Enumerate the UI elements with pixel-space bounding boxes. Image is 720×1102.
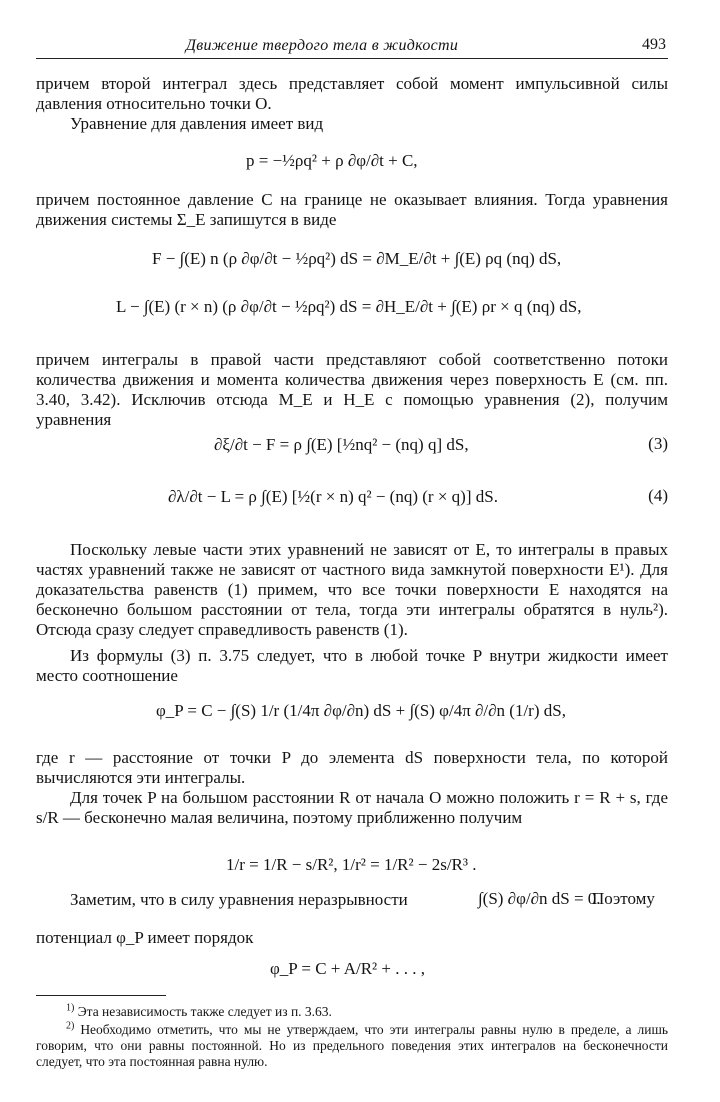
equation-3-number: (3) [648,434,668,453]
paragraph-4: причем интегралы в правой части представляют собой соответственно потоки количества движения и момента количества движения через поверхность E (см. пп. 3.40, 3.42). Исключив отсюда M_E и H_E с помощью уравнения (2), получим уравнения [36,350,668,429]
equation-3: ∂ξ/∂t − F = ρ ∫(E) [½nq² − (nq) q] dS, [214,435,469,454]
equation-order: φ_P = C + A/R² + . . . , [270,959,425,978]
footnote-2-text: Необходимо отметить, что мы не утверждаем, что эти интегралы равны нулю в пределе, а лишь говорим, что они равны постоянной. Но из предельного поведения этих интегралов на бесконечности следует, что эта постоянная равна нулю. [36,1022,668,1069]
paragraph-6: Из формулы (3) п. 3.75 следует, что в любой точке P внутри жидкости имеет место соотношение [36,646,668,685]
page-header [36,36,668,59]
footnote-1 [36,1004,668,1020]
paragraph-9: Заметим, что в силу уравнения неразрывности [70,890,408,909]
equation-continuity: ∫(S) ∂φ/∂n dS = 0. [478,889,601,908]
footnote-2-mark: 2) [66,1020,75,1032]
paragraph-1: причем второй интеграл здесь представляет собой момент импульсивной силы давления относительно точки O. [36,74,668,113]
paragraph-9-tail: Поэтому [592,889,655,908]
page-number: 493 [642,36,666,53]
equation-4-number: (4) [648,486,668,505]
equation-phi-p: φ_P = C − ∫(S) 1/r (1/4π ∂φ/∂n) dS + ∫(S) φ/4π ∂/∂n (1/r) dS, [156,701,566,720]
paragraph-8: Для точек P на большом расстоянии R от начала O можно положить r = R + s, где s/R — бесконечно малая величина, поэтому приближенно получим [36,788,668,827]
footnote-1-text: Эта независимость также следует из п. 3.63. [77,1004,332,1019]
footnote-1-mark: 1) [66,1002,75,1014]
paragraph-5: Поскольку левые части этих уравнений не зависят от E, то интегралы в правых частях уравнений также не зависят от частного вида замкнутой поверхности E¹). Для доказательства равенств (1) примем, что все точки поверхности E находятся на бесконечно большом расстоянии от тела, тогда эти интегралы обратятся в нуль²). Отсюда сразу следует справедливость равенств (1). [36,540,668,639]
equation-4: ∂λ/∂t − L = ρ ∫(E) [½(r × n) q² − (nq) (r × q)] dS. [168,487,498,506]
paragraph-2: Уравнение для давления имеет вид [70,114,324,133]
equation-force: F − ∫(E) n (ρ ∂φ/∂t − ½ρq²) dS = ∂M_E/∂t + ∫(E) ρq (nq) dS, [152,249,562,268]
equation-pressure: p = −½ρq² + ρ ∂φ/∂t + C, [246,151,418,170]
running-title: Движение твердого тела в жидкости [185,37,459,54]
paragraph-7: где r — расстояние от точки P до элемента dS поверхности тела, по которой вычисляются эти интегралы. [36,748,668,787]
paragraph-3: причем постоянное давление C на границе не оказывает влияния. Тогда уравнения движения системы Σ_E запишутся в виде [36,190,668,229]
footnote-2 [36,1022,668,1070]
equation-moment: L − ∫(E) (r × n) (ρ ∂φ/∂t − ½ρq²) dS = ∂H_E/∂t + ∫(E) ρr × q (nq) dS, [116,297,582,316]
footnote-rule [36,995,166,996]
equation-expansion: 1/r = 1/R − s/R², 1/r² = 1/R² − 2s/R³ . [226,855,477,874]
paragraph-10: потенциал φ_P имеет порядок [36,928,254,947]
